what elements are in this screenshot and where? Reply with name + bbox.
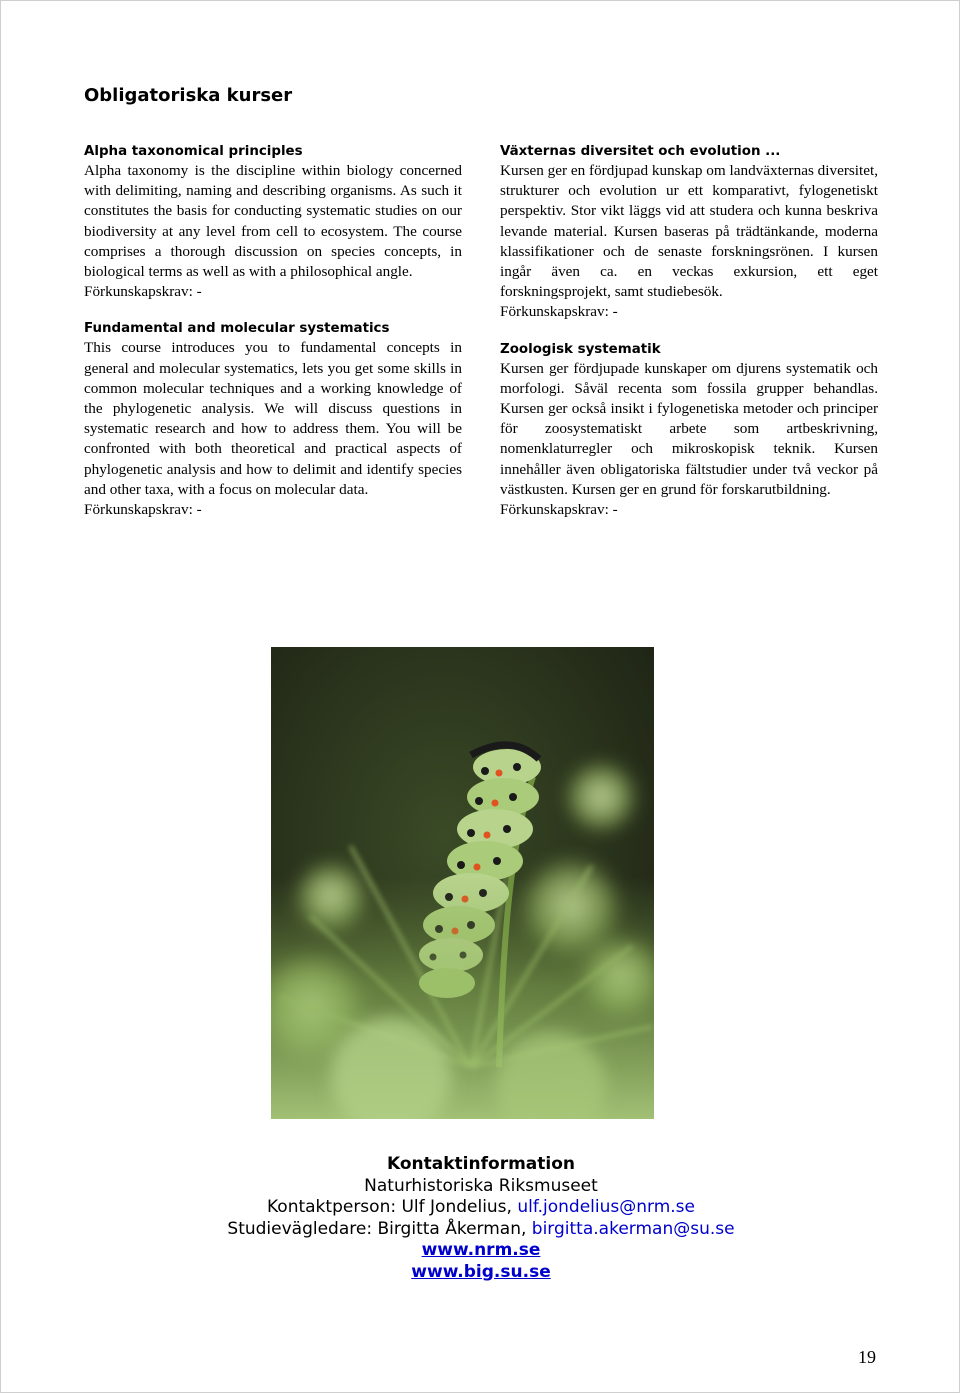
- nrm-website-link[interactable]: www.nrm.se: [421, 1240, 541, 1260]
- advisor-email-link[interactable]: birgitta.akerman@su.se: [531, 1218, 735, 1239]
- contact-title: Kontaktinformation: [387, 1154, 575, 1174]
- course-description: Kursen ger en fördjupad kunskap om landväxternas diversitet, strukturer och evolution ur ett komparativt, fylogenetiskt perspektiv. Stor vikt läggs vid att studera och kunna beskriva levande material. Kursen baseras på trädtänkande, moderna klassifikationer och de senaste forskningsrönen. I kursen ingår även ca. en veckas exkursion, ett eget forskningsprojekt, samt studiebesök.: [500, 162, 878, 301]
- course-prerequisites: Förkunskapskrav: -: [500, 303, 618, 321]
- caterpillar-photo: [271, 647, 654, 1119]
- course-section: [500, 341, 878, 521]
- course-title: Fundamental and molecular systematics: [84, 321, 390, 337]
- course-description: This course introduces you to fundamental concepts in general and molecular systematics, lets you get some skills in common molecular techniques and a working knowledge of the phylogenetic analysis. We will discuss questions in systematic research and how to address them. You will be confronted with both theoretical and practical aspects of phylogenetic analysis and how to delimit and identify species and other taxa, with a focus on molecular data.: [84, 339, 462, 498]
- course-prerequisites: Förkunskapskrav: -: [84, 283, 202, 301]
- course-description: Kursen ger fördjupade kunskaper om djurens systematik och morfologi. Såväl recenta som fossila grupper behandlas. Kursen ger också insikt i fylogenetiska metoder och principer för zoosystematiskt arbete som artbeskrivning, nomenklaturregler och mikroskopisk teknik. Kursen innehåller även obligatoriska fältstudier under två veckor på västkusten. Kursen ger en grund för forskarutbildning.: [500, 359, 878, 498]
- contact-person-email-link[interactable]: ulf.jondelius@nrm.se: [517, 1197, 695, 1217]
- course-prerequisites: Förkunskapskrav: -: [84, 501, 202, 519]
- course-title: Zoologisk systematik: [500, 341, 661, 357]
- advisor-line: [1, 1219, 960, 1241]
- contact-person-line: [1, 1197, 960, 1219]
- course-description: Alpha taxonomy is the discipline within biology concerned with delimiting, naming and describing organisms. As such it constitutes the basis for conducting systematic studies on our biodiversity at any level from cell to ecosystem. The course comprises a thorough discussion on species concepts, in biological terms as well as with a philosophical angle.: [84, 162, 462, 281]
- page-number: 19: [858, 1347, 876, 1367]
- contact-organization: Naturhistoriska Riksmuseet: [364, 1175, 598, 1196]
- course-section: [84, 320, 462, 520]
- right-column: [500, 143, 878, 538]
- course-title: Alpha taxonomical principles: [84, 144, 303, 159]
- course-section: [84, 143, 462, 302]
- course-title: Växternas diversitet och evolution ...: [500, 144, 781, 159]
- contact-block: [1, 1154, 960, 1283]
- contact-person-label: Kontaktperson: Ulf Jondelius,: [267, 1197, 518, 1217]
- left-column: [84, 143, 462, 538]
- course-prerequisites: Förkunskapskrav: -: [500, 501, 618, 519]
- course-section: [500, 143, 878, 323]
- big-website-link[interactable]: www.big.su.se: [411, 1261, 551, 1282]
- advisor-label: Studievägledare: Birgitta Åkerman,: [227, 1218, 532, 1239]
- page-heading: Obligatoriska kurser: [84, 85, 293, 106]
